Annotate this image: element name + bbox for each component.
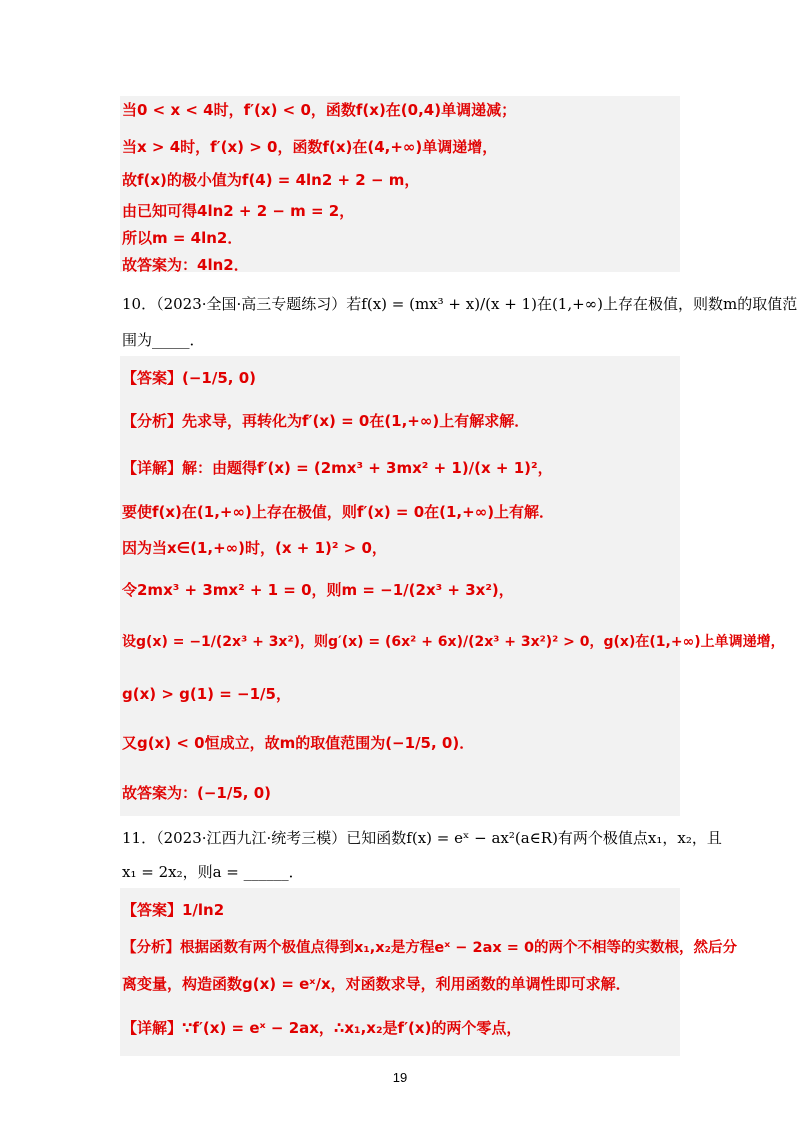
detail-line: 【详解】解：由题得f′(x) = (2mx³ + 3mx² + 1)/(x + 1)²， (122, 459, 553, 477)
detail-line: 设g(x) = −1/(2x³ + 3x²)，则g′(x) = (6x² + 6x)/(2x³ + 3x²)² > 0，g(x)在(1,+∞)上单调递增， (122, 634, 785, 650)
solution-line: 当0 < x < 4时，f′(x) < 0，函数f(x)在(0,4)单调递减； (122, 101, 517, 119)
solution-line: 故f(x)的极小值为f(4) = 4ln2 + 2 − m， (122, 171, 420, 189)
solution-line: 故答案为：4ln2． (122, 256, 249, 274)
detail-line: 又g(x) < 0恒成立，故m的取值范围为(−1/5, 0)． (122, 734, 475, 752)
page-number: 19 (392, 1070, 408, 1085)
question-10-stem: 10．（2023·全国·高三专题练习）若f(x) = (mx³ + x)/(x + 1)在(1,+∞)上存在极值，则数m的取值范 (122, 295, 798, 313)
detail-line: g(x) > g(1) = −1/5， (122, 685, 291, 703)
detail-line: 令2mx³ + 3mx² + 1 = 0，则m = −1/(2x³ + 3x²)， (122, 581, 514, 599)
detail-line: 要使f(x)在(1,+∞)上存在极值，则f′(x) = 0在(1,+∞)上有解． (122, 503, 555, 521)
question-11-stem: 11．（2023·江西九江·统考三模）已知函数f(x) = eˣ − ax²(a∈R)有两个极值点x₁，x₂，且 (122, 829, 722, 847)
solution-line: 当x > 4时，f′(x) > 0，函数f(x)在(4,+∞)单调递增， (122, 138, 498, 156)
answer-line: 【答案】(−1/5, 0) (122, 369, 256, 387)
analysis-line: 【分析】根据函数有两个极值点得到x₁,x₂是方程eˣ − 2ax = 0的两个不相等的实数根，然后分 (122, 940, 738, 956)
analysis-line: 【分析】先求导，再转化为f′(x) = 0在(1,+∞)上有解求解． (122, 412, 530, 430)
answer-line: 【答案】1/ln2 (122, 901, 225, 919)
detail-line: 因为当x∈(1,+∞)时，(x + 1)² > 0， (122, 539, 387, 557)
detail-line: 【详解】∵f′(x) = eˣ − 2ax，∴x₁,x₂是f′(x)的两个零点， (122, 1019, 522, 1037)
analysis-line: 离变量，构造函数g(x) = eˣ/x，对函数求导，利用函数的单调性即可求解． (122, 975, 631, 993)
solution-line: 由已知可得4ln2 + 2 − m = 2， (122, 202, 355, 220)
question-11-stem-cont: x₁ = 2x₂，则a = ______． (122, 863, 304, 881)
detail-line: 故答案为：(−1/5, 0) (122, 784, 271, 802)
solution-line: 所以m = 4ln2． (122, 229, 243, 247)
question-10-stem-cont: 围为_____． (122, 331, 205, 349)
